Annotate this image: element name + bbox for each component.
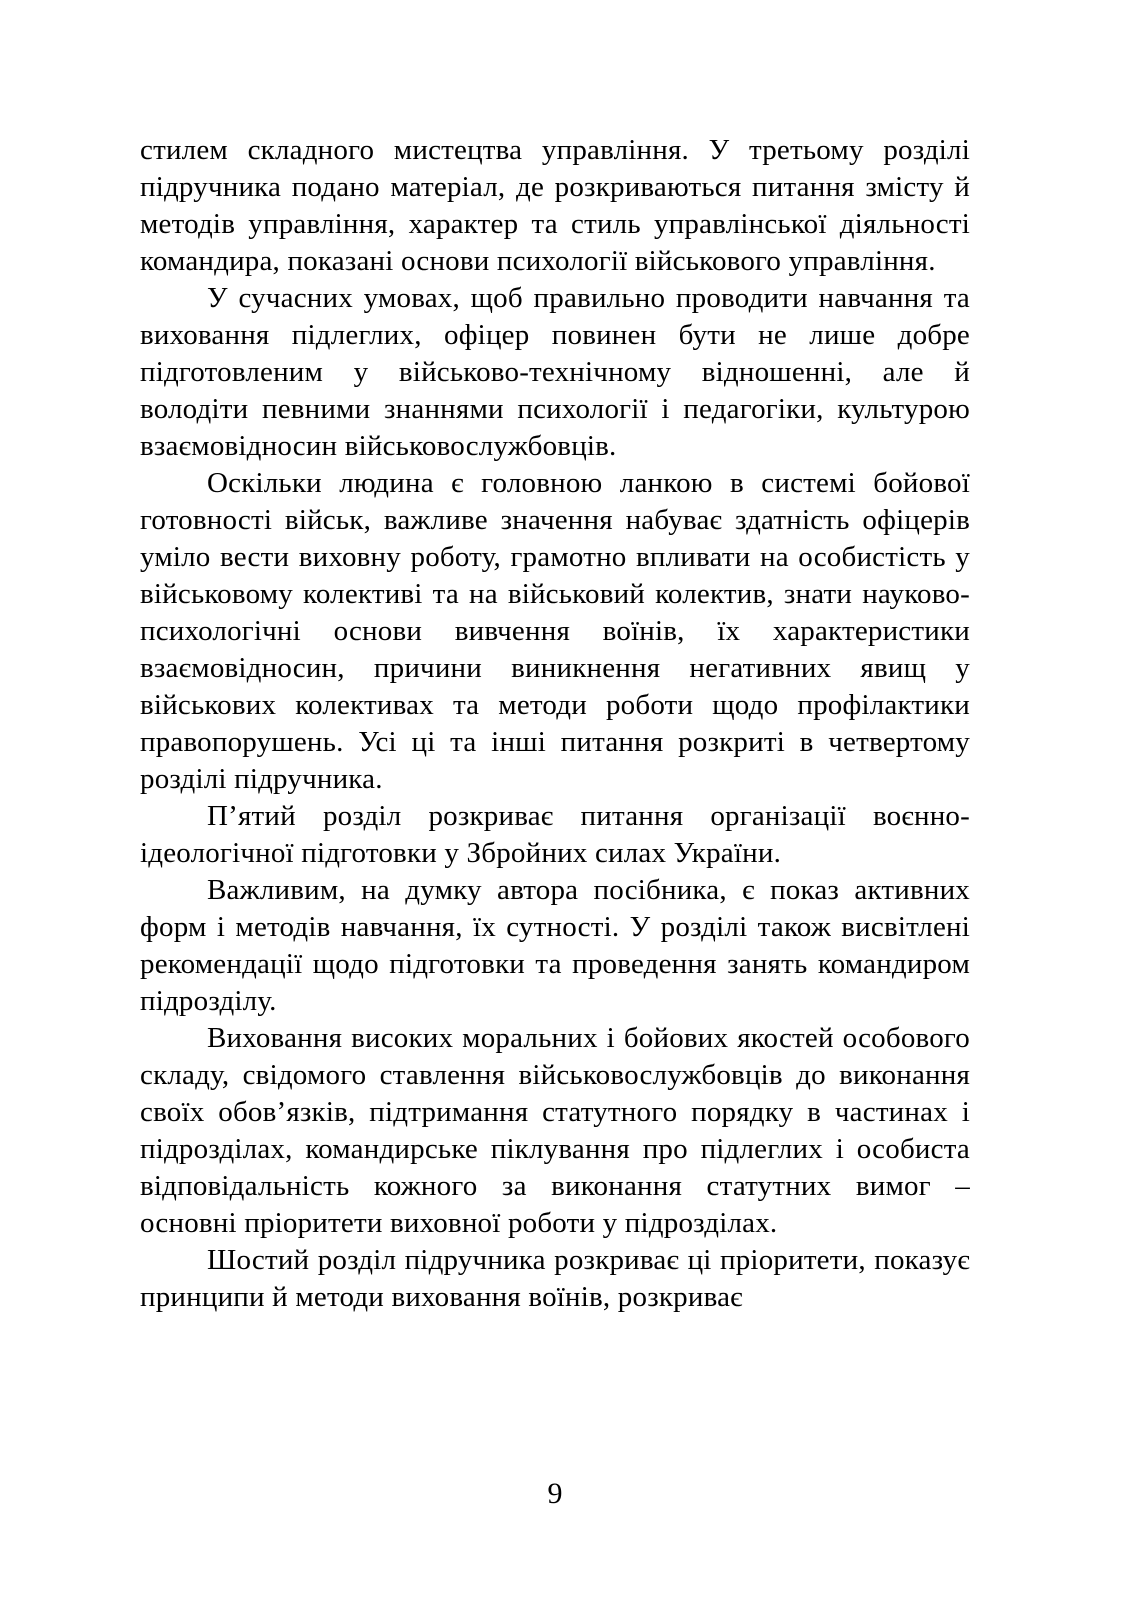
paragraph: Шостий розділ підручника розкриває ці пріоритети, показує принципи й методи виховання воїнів, розкриває: [140, 1244, 970, 1313]
paragraph: П’ятий розділ розкриває питання організації воєнно-ідеологічної підготовки у Збройних силах України.: [140, 800, 970, 869]
paragraph: стилем складного мистецтва управління. У третьому розділі підручника подано матеріал, де розкриваються питання змісту й методів управління, характер та стиль управлінської діяльності командира, показані основи психології військового управління.: [140, 134, 970, 277]
paragraph: Оскільки людина є головною ланкою в системі бойової готовності військ, важливе значення набуває здатність офіцерів уміло вести виховну роботу, грамотно впливати на особистість у військовому колективі та на військовий колектив, знати науково-психологічні основи вивчення воїнів, їх характеристики взаємовідносин, причини виникнення негативних явищ у військових колективах та методи роботи щодо профілактики правопорушень. Усі ці та інші питання розкриті в четвертому розділі підручника.: [140, 467, 970, 795]
page-number: 9: [547, 1477, 563, 1510]
page-text: [140, 132, 970, 1316]
paragraph: Виховання високих моральних і бойових якостей особового складу, свідомого ставлення військовослужбовців до виконання своїх обов’язків, підтримання статутного порядку в частинах і підрозділах, командирське піклування про підлеглих і особиста відповідальність кожного за виконання статутних вимог – основні пріоритети виховної роботи у підрозділах.: [140, 1022, 970, 1239]
paragraph: У сучасних умовах, щоб правильно проводити навчання та виховання підлеглих, офіцер повинен бути не лише добре підготовленим у військово-технічному відношенні, але й володіти певними знаннями психології і педагогіки, культурою взаємовідносин військовослужбовців.: [140, 282, 970, 462]
paragraph: Важливим, на думку автора посібника, є показ активних форм і методів навчання, їх сутності. У розділі також висвітлені рекомендації щодо підготовки та проведення занять командиром підрозділу.: [140, 874, 970, 1017]
